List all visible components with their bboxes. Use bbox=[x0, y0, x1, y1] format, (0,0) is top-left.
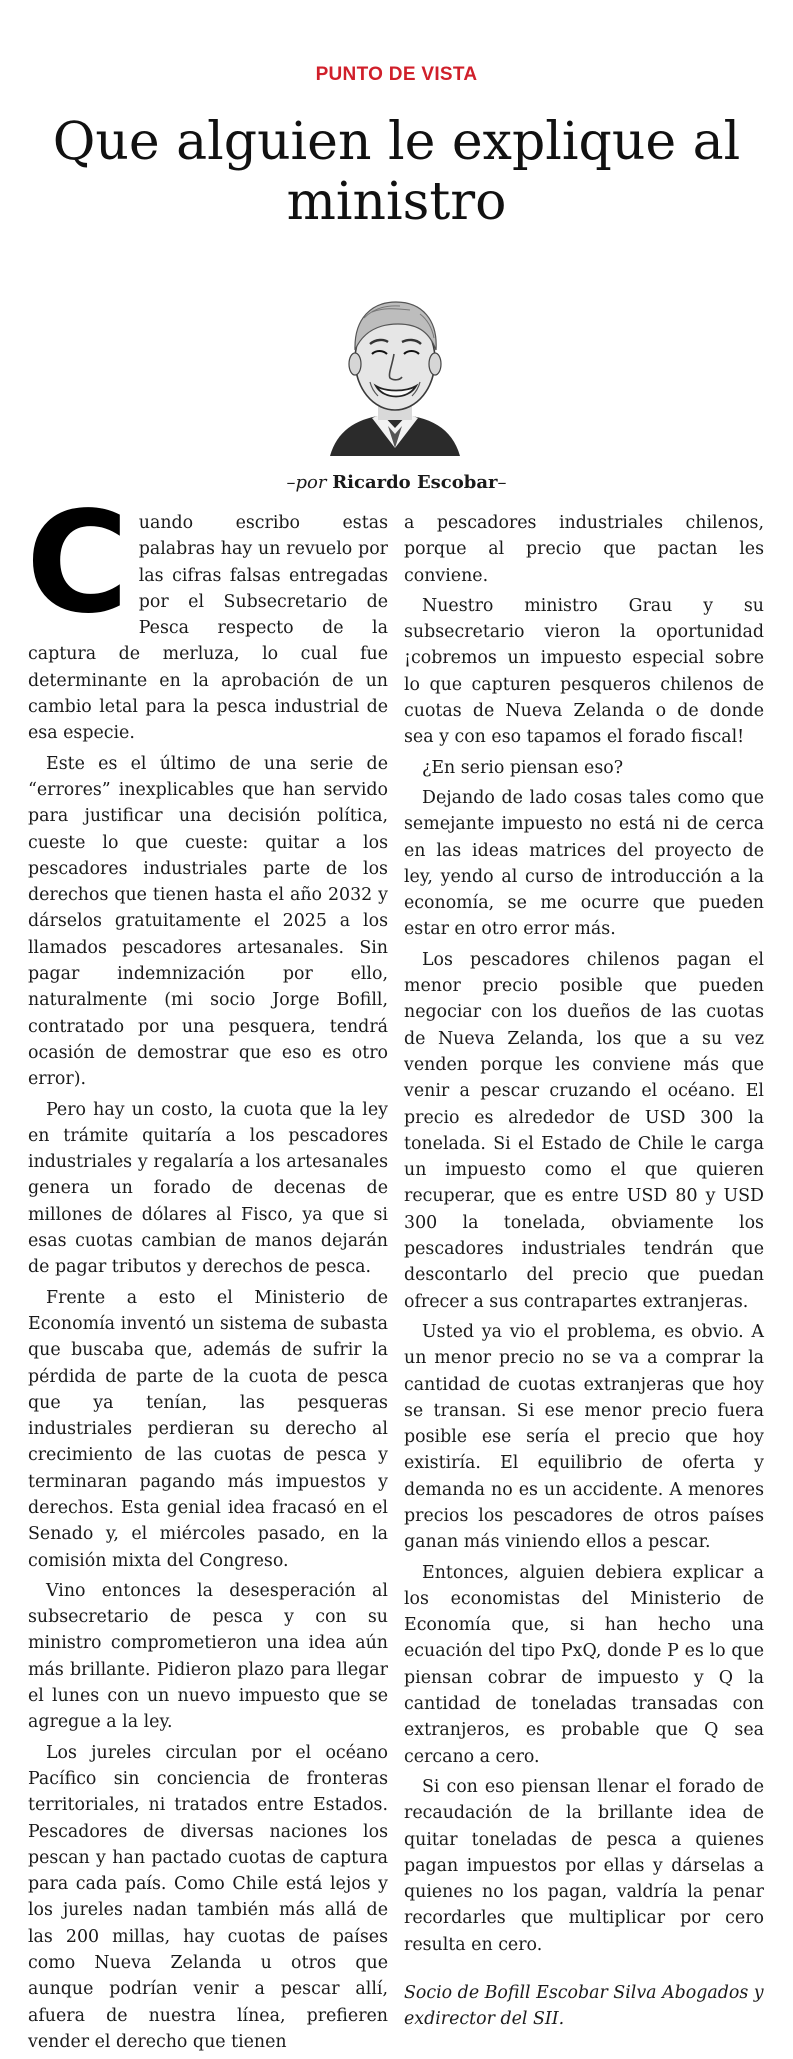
article-paragraph: Los pescadores chilenos pagan el menor precio posible que pueden negociar con los dueños de las cuotas de Nueva Zelanda, los que a su vez venden porque les conviene más que venir a pescar cruzando el océano. El precio es alrededor de USD 300 la tonelada. Si el Estado de Chile le carga un impuesto como el que quieren recuperar, que es entre USD 80 y USD 300 la tonelada, obviamente los pescadores industriales tendrán que descontarlo del precio que puedan ofrecer a sus contrapartes extranjeras. bbox=[404, 949, 764, 1312]
byline-dash-close: – bbox=[497, 472, 507, 493]
author-portrait-illustration bbox=[320, 278, 470, 456]
byline-dash-open: – bbox=[286, 472, 296, 493]
author-signature: Socio de Bofill Escobar Silva Abogados y exdirector del SII. bbox=[404, 1983, 764, 2030]
article-column-right bbox=[404, 510, 764, 2037]
article-paragraph: Los jureles circulan por el océano Pacífico sin conciencia de fronteras territoriales, ni tratados entre Estados. Pescadores de diversas naciones los pescan y han pactado cuotas de captura para cada país. Como Chile está lejos y los jureles nadan también más allá de las 200 millas, hay cuotas de países como Nueva Zelanda u otros que aunque podrían venir a pescar allí, afuera de nuestra línea, prefieren vender el derecho que tienen bbox=[28, 1742, 388, 2052]
article-paragraph: Cuando escribo estas palabras hay un revuelo por las cifras falsas entregadas por el Subsecretario de Pesca respecto de la captura de merluza, lo cual fue determinante en la aprobación de un cambio letal para la pesca industrial de esa especie. bbox=[26, 482, 388, 744]
byline-prefix: por bbox=[295, 472, 327, 493]
article-paragraph-continued: a pescadores industriales chilenos, porque al precio que pactan les conviene. bbox=[404, 513, 764, 586]
section-label: PUNTO DE VISTA bbox=[315, 64, 478, 85]
article-paragraph: Usted ya vio el problema, es obvio. A un menor precio no se va a comprar la cantidad de cuotas extranjeras que hoy se transan. Si ese menor precio fuera posible ese sería el precio que hoy existiría. El equilibrio de oferta y demanda no es un accidente. A menores precios los pescadores de otros países ganan más viniendo ellos a pescar. bbox=[404, 1321, 764, 1553]
article-paragraph: Entonces, alguien debiera explicar a los economistas del Ministerio de Economía que, si han hecho una ecuación del tipo PxQ, donde P es lo que piensan cobrar de impuesto y Q la cantidad de toneladas transadas con extranjeros, es probable que Q sea cercano a cero. bbox=[404, 1562, 764, 1767]
article-paragraph: Si con eso piensan llenar el forado de recaudación de la brillante idea de quitar toneladas de pesca a quienes pagan impuestos por ellas y dárselas a quienes no los pagan, valdría la penar recordarles que multiplicar por cero resulta en cero. bbox=[404, 1776, 764, 1955]
drop-cap: C bbox=[26, 482, 129, 645]
article-paragraph: Dejando de lado cosas tales como que semejante impuesto no está ni de cerca en las ideas matrices del proyecto de ley, yendo al curso de introducción a la economía, se me ocurre que pueden estar en otro error más. bbox=[404, 787, 764, 940]
article-paragraph: Nuestro ministro Grau y su subsecretario vieron la oportunidad ¡cobremos un impuesto especial sobre lo que capturen pesqueros chilenos de cuotas de Nueva Zelanda o de donde sea y con eso tapamos el forado fiscal! bbox=[404, 595, 764, 748]
byline-author: Ricardo Escobar bbox=[332, 472, 498, 493]
article-paragraph: Vino entonces la desesperación al subsecretario de pesca y con su ministro comprometieron una idea aún más brillante. Pidieron plazo para llegar el lunes con un nuevo impuesto que se agregue a la ley. bbox=[28, 1580, 388, 1733]
article-column-left bbox=[26, 482, 388, 2059]
article-paragraph: Pero hay un costo, la cuota que la ley en trámite quitaría a los pescadores industriales y regalaría a los artesanales genera un forado de decenas de millones de dólares al Fisco, ya que si esas cuotas cambian de manos dejarán de pagar tributos y derechos de pesca. bbox=[28, 1099, 388, 1278]
headline: Que alguien le explique al ministro bbox=[52, 112, 741, 232]
article-paragraph: ¿En serio piensan eso? bbox=[422, 757, 624, 778]
article-paragraph: Frente a esto el Ministerio de Economía inventó un sistema de subasta que buscaba que, además de sufrir la pérdida de parte de la cuota de pesca que ya tenían, las pesqueras industriales perdieran su derecho al crecimiento de las cuotas de pesca y terminaran pagando más impuestos y derechos. Esta genial idea fracasó en el Senado y, el miércoles pasado, en la comisión mixta del Congreso. bbox=[28, 1287, 388, 1571]
article-paragraph: Este es el último de una serie de “errores” inexplicables que han servido para justificar una decisión política, cueste lo que cueste: quitar a los pescadores industriales parte de los derechos que tienen hasta el año 2032 y dárselos gratuitamente el 2025 a los llamados pescadores artesanales. Sin pagar indemnización por ello, naturalmente (mi socio Jorge Bofill, contratado por una pesquera, tendrá ocasión de demostrar que eso es otro error). bbox=[28, 753, 388, 1090]
